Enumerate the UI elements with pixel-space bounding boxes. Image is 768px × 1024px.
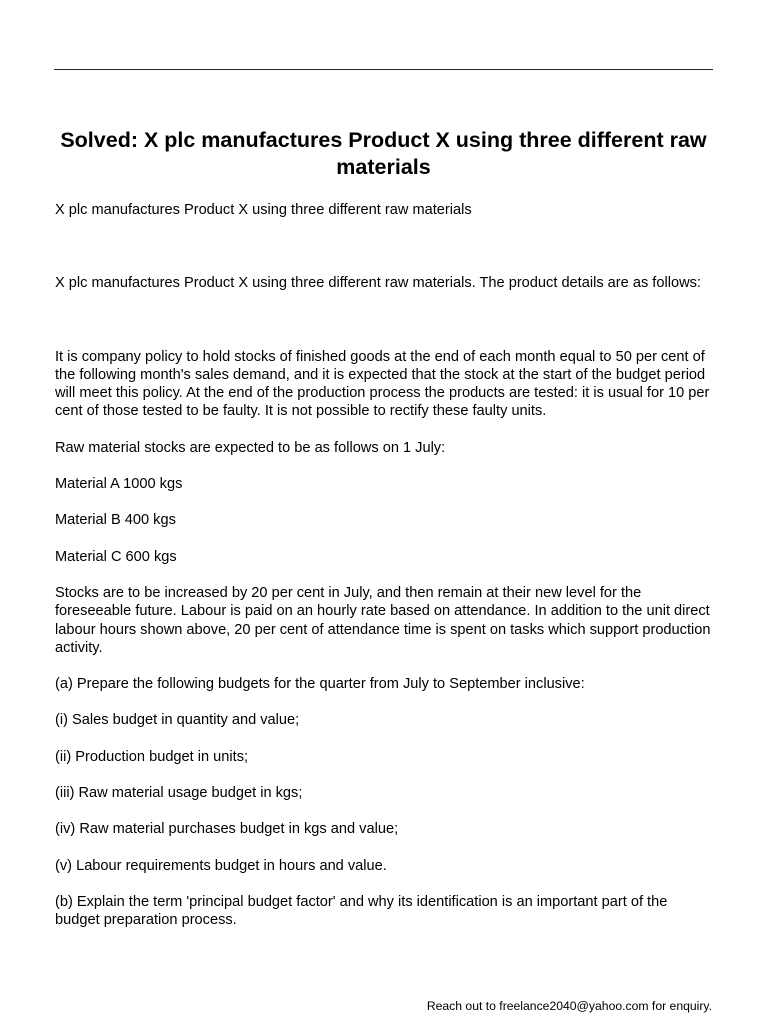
question-b: (b) Explain the term 'principal budget factor' and why its identification is an important part of the budget preparation process. — [55, 893, 668, 929]
page-title: Solved: X plc manufactures Product X using three different raw materials — [60, 128, 707, 179]
paragraph-stock-policy: It is company policy to hold stocks of finished goods at the end of each month equal to 50 per cent of the following month's sales demand, and it is expected that the stock at the start of the budget period will meet this policy. At the end of the production process the products are tested: it is usual for 10 per cent of those tested to be faulty. It is not possible to rectify these faulty units. — [55, 348, 710, 420]
paragraph-raw-material-stocks: Raw material stocks are expected to be as follows on 1 July: — [55, 439, 446, 456]
question-a: (a) Prepare the following budgets for the quarter from July to September inclusive: — [55, 676, 585, 693]
question-a-iii: (iii) Raw material usage budget in kgs; — [55, 785, 303, 802]
header-rule — [54, 69, 713, 70]
material-c-line: Material C 600 kgs — [55, 548, 177, 565]
question-a-v: (v) Labour requirements budget in hours and value. — [55, 857, 387, 874]
question-a-ii: (ii) Production budget in units; — [55, 748, 249, 765]
paragraph-intro: X plc manufactures Product X using three different raw materials. The product details are as follows: — [55, 275, 701, 292]
material-b-line: Material B 400 kgs — [55, 512, 176, 529]
paragraph-stock-increase: Stocks are to be increased by 20 per cent in July, and then remain at their new level for the foreseeable future. Labour is paid on an hourly rate based on attendance. In addition to the unit direct labour hours shown above, 20 per cent of attendance time is spent on tasks which support production activity. — [55, 584, 711, 656]
document-body — [55, 201, 715, 930]
question-a-iv: (iv) Raw material purchases budget in kgs and value; — [55, 821, 399, 838]
question-a-i: (i) Sales budget in quantity and value; — [55, 712, 300, 729]
footer-enquiry-note: Reach out to freelance2040@yahoo.com for enquiry. — [426, 999, 712, 1013]
material-a-line: Material A 1000 kgs — [55, 476, 183, 493]
subtitle: X plc manufactures Product X using three different raw materials — [55, 202, 472, 218]
